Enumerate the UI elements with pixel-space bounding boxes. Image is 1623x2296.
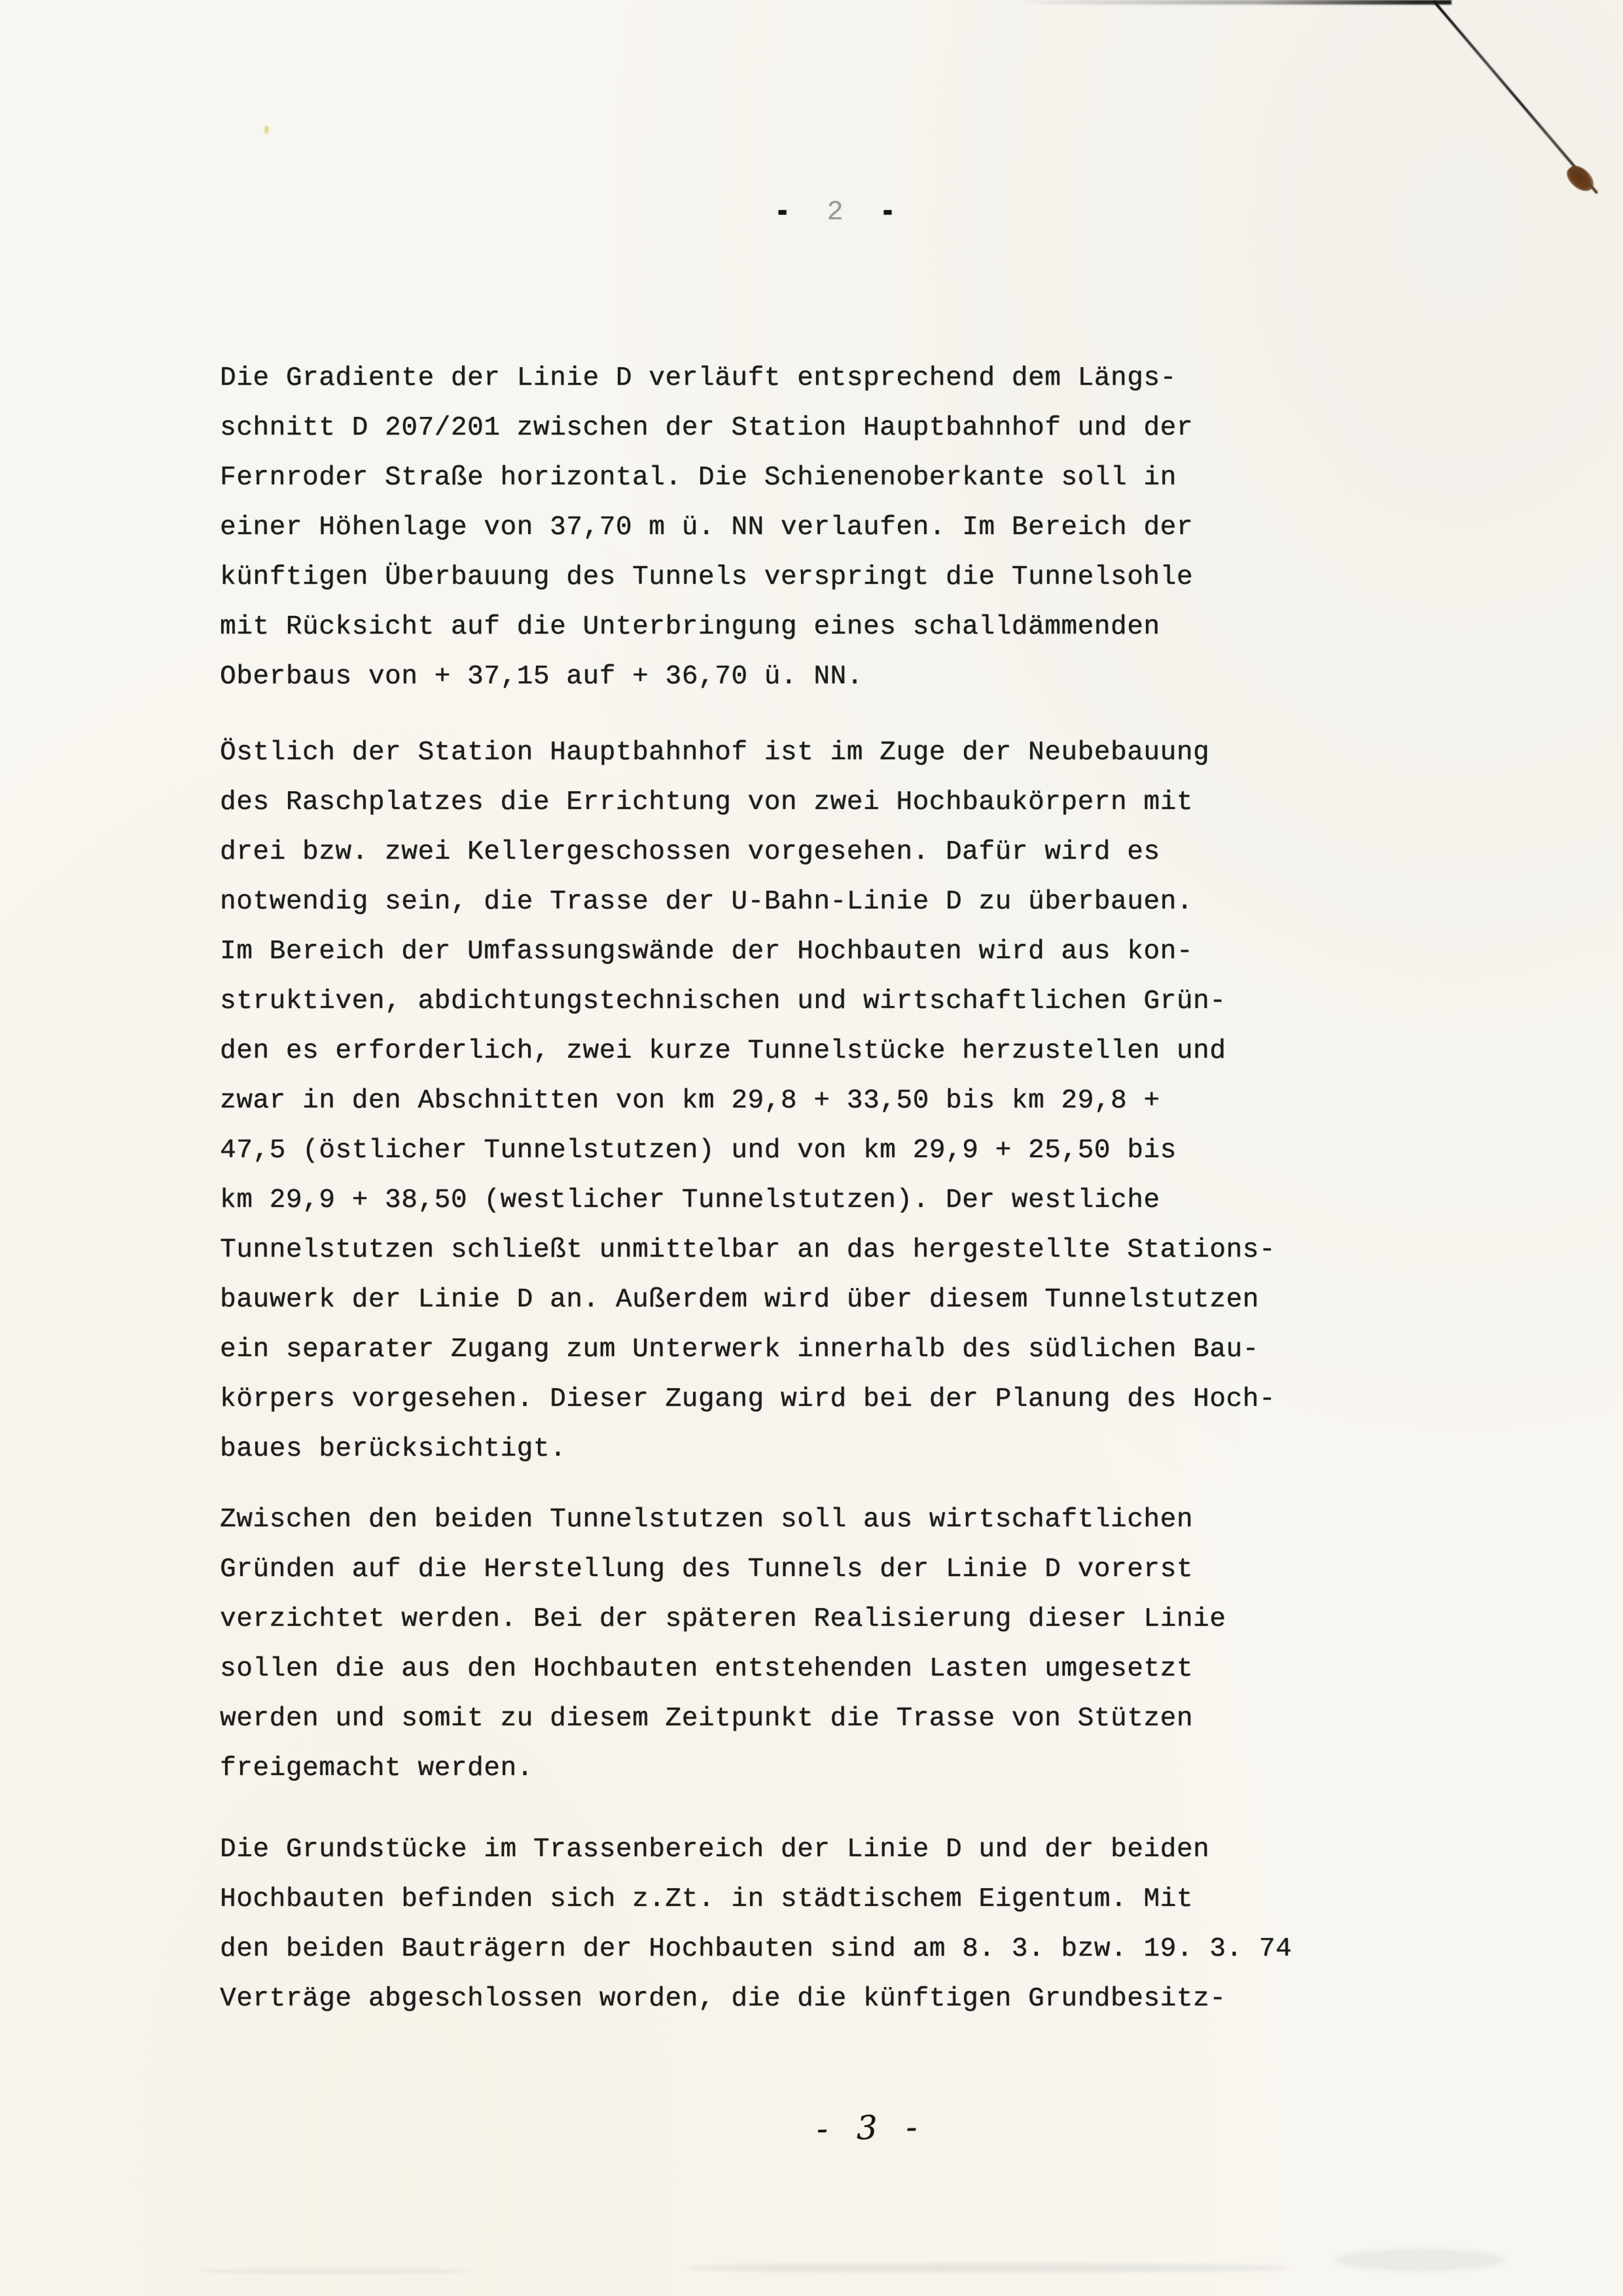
scan-crease-line (1433, 0, 1598, 194)
page-number-top (774, 190, 901, 234)
paper-speck (264, 126, 269, 134)
ink-blot (1563, 161, 1597, 196)
paragraph-zwischen-tunnelstutzen: Zwischen den beiden Tunnelstutzen soll aus wirtschaftlichen Gründen auf die Herstellung des Tunnels der Linie D vorerst verzichtet werden. Bei der späteren Realisierung dieser Linie sollen die aus den Hochbauten entstehenden Lasten umgesetzt werden und somit zu diesem Zeitpunkt die Trasse von Stützen freigemacht werden. (220, 1505, 1226, 1784)
page-number-top-left-dash: - (774, 190, 795, 234)
scan-bottom-smudge (196, 2269, 471, 2274)
paragraph-gradiente-linie-d: Die Gradiente der Linie D verläuft entsprechend dem Längs- schnitt D 207/201 zwischen der Station Hauptbahnhof und der Fernroder Straße horizontal. Die Schienenoberkante soll in einer Höhenlage von 37,70 m ü. NN verlaufen. Im Bereich der künftigen Überbauung des Tunnels verspringt die Tunnelsohle mit Rücksicht auf die Unterbringung eines schalldämmenden Oberbaus von + 37,15 auf + 36,70 ü. NN. (220, 363, 1194, 692)
paragraph-grundstuecke-trassenbereich: Die Grundstücke im Trassenbereich der Linie D und der beiden Hochbauten befinden sich z.Zt. in städtischem Eigentum. Mit den beiden Bauträgern der Hochbauten sind am 8. 3. bzw. 19. 3. 74 Verträge abgeschlossen worden, die die künftigen Grundbesitz- (220, 1835, 1293, 2014)
page-number-top-right-dash: - (879, 190, 901, 234)
paragraph-oestlich-station-hauptbahnhof: Östlich der Station Hauptbahnhof ist im Zuge der Neubebauung des Raschplatzes die Errichtung von zwei Hochbaukörpern mit drei bzw. zwei Kellergeschossen vorgesehen. Dafür wird es notwendig sein, die Trasse der U-Bahn-Linie D zu überbauen. Im Bereich der Umfassungswände der Hochbauten wird aus kon- struktiven, abdichtungstechnischen und wirtschaftlichen Grün- den es erforderlich, zwei kurze Tunnelstücke herzustellen und zwar in den Abschnitten von km 29,8 + 33,50 bis km 29,8 + 47,5 (östlicher Tunnelstutzen) und von km 29,9 + 25,50 bis km 29,9 + 38,50 (westlicher Tunnelstutzen). Der westliche Tunnelstutzen schließt unmittelbar an das hergestellte Stations- bauwerk der Linie D an. Außerdem wird über diesem Tunnelstutzen ein separater Zugang zum Unterwerk innerhalb des südlichen Bau- körpers vorgesehen. Dieser Zugang wird bei der Planung des Hoch- baues berücksichtigt. (220, 738, 1276, 1464)
scan-bottom-smudge (1335, 2249, 1505, 2271)
page-number-top-digit: 2 (827, 196, 847, 228)
page-number-bottom: - 3 - (816, 2108, 927, 2148)
scan-top-edge-shadow (1014, 0, 1452, 5)
scan-bottom-smudge (687, 2263, 1289, 2272)
